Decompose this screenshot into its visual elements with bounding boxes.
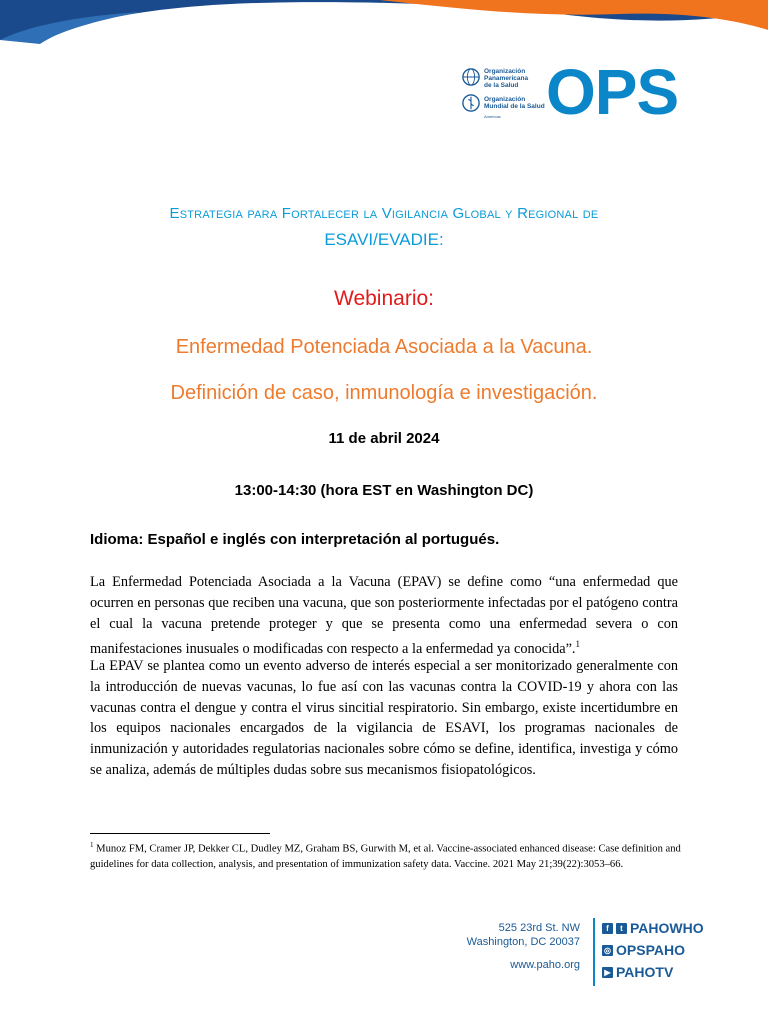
webinar-label: Webinario:: [334, 287, 434, 310]
youtube-icon: ▶: [602, 967, 613, 978]
event-time: 13:00-14:30 (hora EST en Washington DC): [234, 482, 534, 499]
event-language: Idioma: Español e inglés con interpretación al portugués.: [90, 531, 500, 548]
footnote-divider: [90, 833, 270, 834]
logo-tagline: Américas: [484, 114, 501, 119]
ops-logo: OPS: [546, 56, 679, 128]
footer-address: 525 23rd St. NW Washington, DC 20037: [466, 922, 580, 948]
social-pahowho[interactable]: f t PAHOWHO: [602, 918, 704, 938]
social-pahotv[interactable]: ▶ PAHOTV: [602, 962, 673, 982]
org-name-who: Organización Mundial de la Salud: [484, 96, 545, 110]
footnote-ref: 1: [575, 639, 580, 650]
footnote: $^1$ Munoz FM, Cramer JP, Dekker CL, Dudley MZ, Graham BS, Gurwith M, et al. Vaccine-associated enhanced disease: Case definition and guidelines for data collection, analysis, and presentation of immunization safety data. Vaccine. 2021 May 21;39(22):3053–66.: [90, 841, 681, 870]
org-name-paho: Organización Panamericana de la Salud: [484, 68, 529, 89]
twitter-icon: t: [616, 923, 627, 934]
who-emblem-icon: [462, 94, 480, 112]
event-date: 11 de abril 2024: [328, 430, 440, 447]
social-opspaho[interactable]: ◎ OPSPAHO: [604, 942, 685, 958]
footer-website[interactable]: www.paho.org: [510, 959, 580, 971]
webinar-subtitle-1: Enfermedad Potenciada Asociada a la Vacuna.: [175, 336, 593, 358]
webinar-subtitle-2: Definición de caso, inmunología e investigación.: [170, 382, 598, 404]
body-paragraph-1: La Enfermedad Potenciada Asociada a la Vacuna (EPAV) se define como “una enfermedad que ocurren en personas que reciben una vacuna, que son posteriormente infectadas por el patógeno contra el cual la vacuna pretende proteger y que se presenta como una enfermedad severa o con manifestaciones inusuales o modificadas con respecto a la enfermedad ya conocida”.$^1$: [90, 574, 678, 658]
facebook-icon: f: [602, 923, 613, 934]
strategy-title: Estrategia para Fortalecer la Vigilancia Global y Regional de: [169, 205, 599, 222]
body-paragraph-2: La EPAV se plantea como un evento adverso de interés especial a ser monitorizado generalmente con la introducción de nuevas vacunas, lo fue así con las vacunas contra la COVID-19 y ahora con las vacunas contra el dengue y contra el virus sincitial respiratorio. Sin embargo, existe incertidumbre en los equipos nacionales encargados de la vigilancia de ESAVI, los programas nacionales de inmunización y autoridades regulatorias nacionales sobre cómo se define, identifica, investiga y cómo se analiza, además de múltiples dudas sobre sus mecanismos fisiopatológicos.: [90, 658, 678, 778]
globe-icon: [462, 68, 480, 86]
footer-divider: [593, 918, 595, 986]
strategy-title-line2: ESAVI/EVADIE:: [324, 230, 444, 249]
instagram-icon: ◎: [602, 945, 613, 956]
